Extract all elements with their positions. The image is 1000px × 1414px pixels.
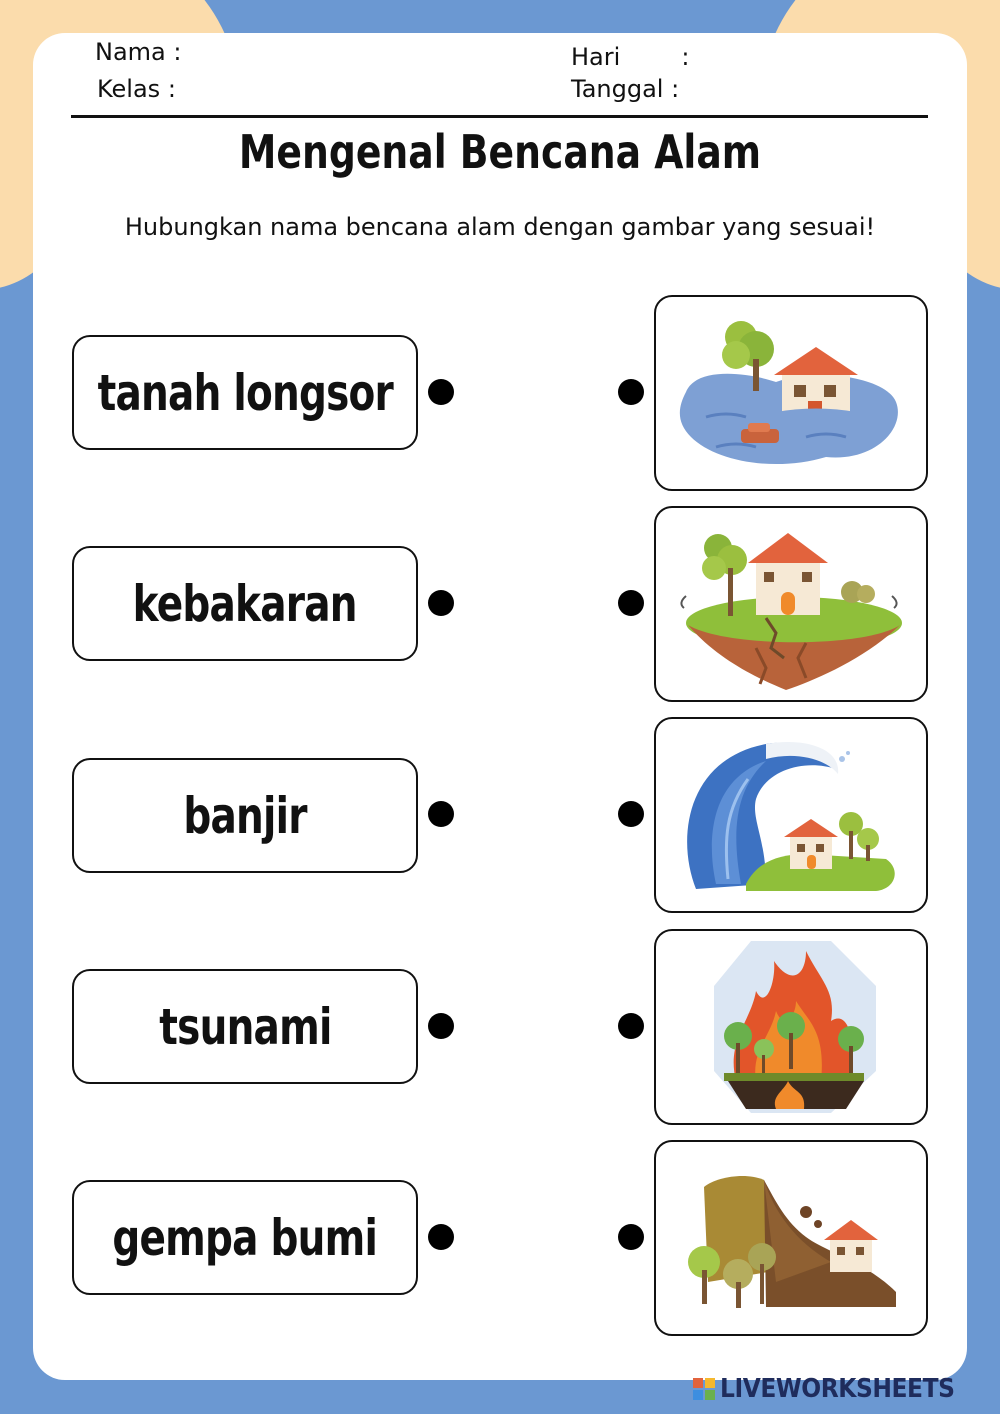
left-connector-dot[interactable] xyxy=(428,1013,454,1039)
picture-card[interactable] xyxy=(654,717,928,913)
earthquake-illustration-icon xyxy=(656,508,926,700)
word-card-gempa-bumi[interactable] xyxy=(72,1180,418,1295)
right-connector-dot[interactable] xyxy=(618,1013,644,1039)
picture-card[interactable] xyxy=(654,929,928,1125)
left-connector-dot[interactable] xyxy=(428,1224,454,1250)
brand-text: LIVEWORKSHEETS xyxy=(720,1374,955,1404)
picture-card[interactable] xyxy=(654,1140,928,1336)
word-card-banjir[interactable] xyxy=(72,758,418,873)
liveworksheets-logo xyxy=(692,1372,981,1406)
word-card-tanah-longsor[interactable] xyxy=(72,335,418,450)
picture-card[interactable] xyxy=(654,295,928,491)
word-card-kebakaran[interactable] xyxy=(72,546,418,661)
tsunami-illustration-icon xyxy=(656,719,926,911)
word-label: tsunami xyxy=(158,997,332,1056)
word-label: kebakaran xyxy=(132,574,358,633)
name-label: Nama : xyxy=(95,38,182,66)
class-label: Kelas : xyxy=(97,75,176,103)
forest-fire-illustration-icon xyxy=(656,931,926,1123)
picture-card[interactable] xyxy=(654,506,928,702)
word-card-tsunami[interactable] xyxy=(72,969,418,1084)
right-connector-dot[interactable] xyxy=(618,379,644,405)
right-connector-dot[interactable] xyxy=(618,801,644,827)
landslide-illustration-icon xyxy=(656,1142,926,1334)
instruction-text: Hubungkan nama bencana alam dengan gambar yang sesuai! xyxy=(124,213,876,241)
right-connector-dot[interactable] xyxy=(618,590,644,616)
right-connector-dot[interactable] xyxy=(618,1224,644,1250)
left-connector-dot[interactable] xyxy=(428,590,454,616)
left-connector-dot[interactable] xyxy=(428,801,454,827)
worksheet-page xyxy=(33,33,967,1380)
word-label: banjir xyxy=(183,786,307,845)
page-title: Mengenal Bencana Alam xyxy=(238,125,762,179)
left-connector-dot[interactable] xyxy=(428,379,454,405)
word-label: tanah longsor xyxy=(97,363,393,422)
day-label: Hari : xyxy=(571,43,690,71)
header-divider xyxy=(71,115,928,118)
liveworksheets-icon xyxy=(692,1377,716,1401)
word-label: gempa bumi xyxy=(112,1208,378,1267)
flood-illustration-icon xyxy=(656,297,926,489)
date-label: Tanggal : xyxy=(571,75,680,103)
